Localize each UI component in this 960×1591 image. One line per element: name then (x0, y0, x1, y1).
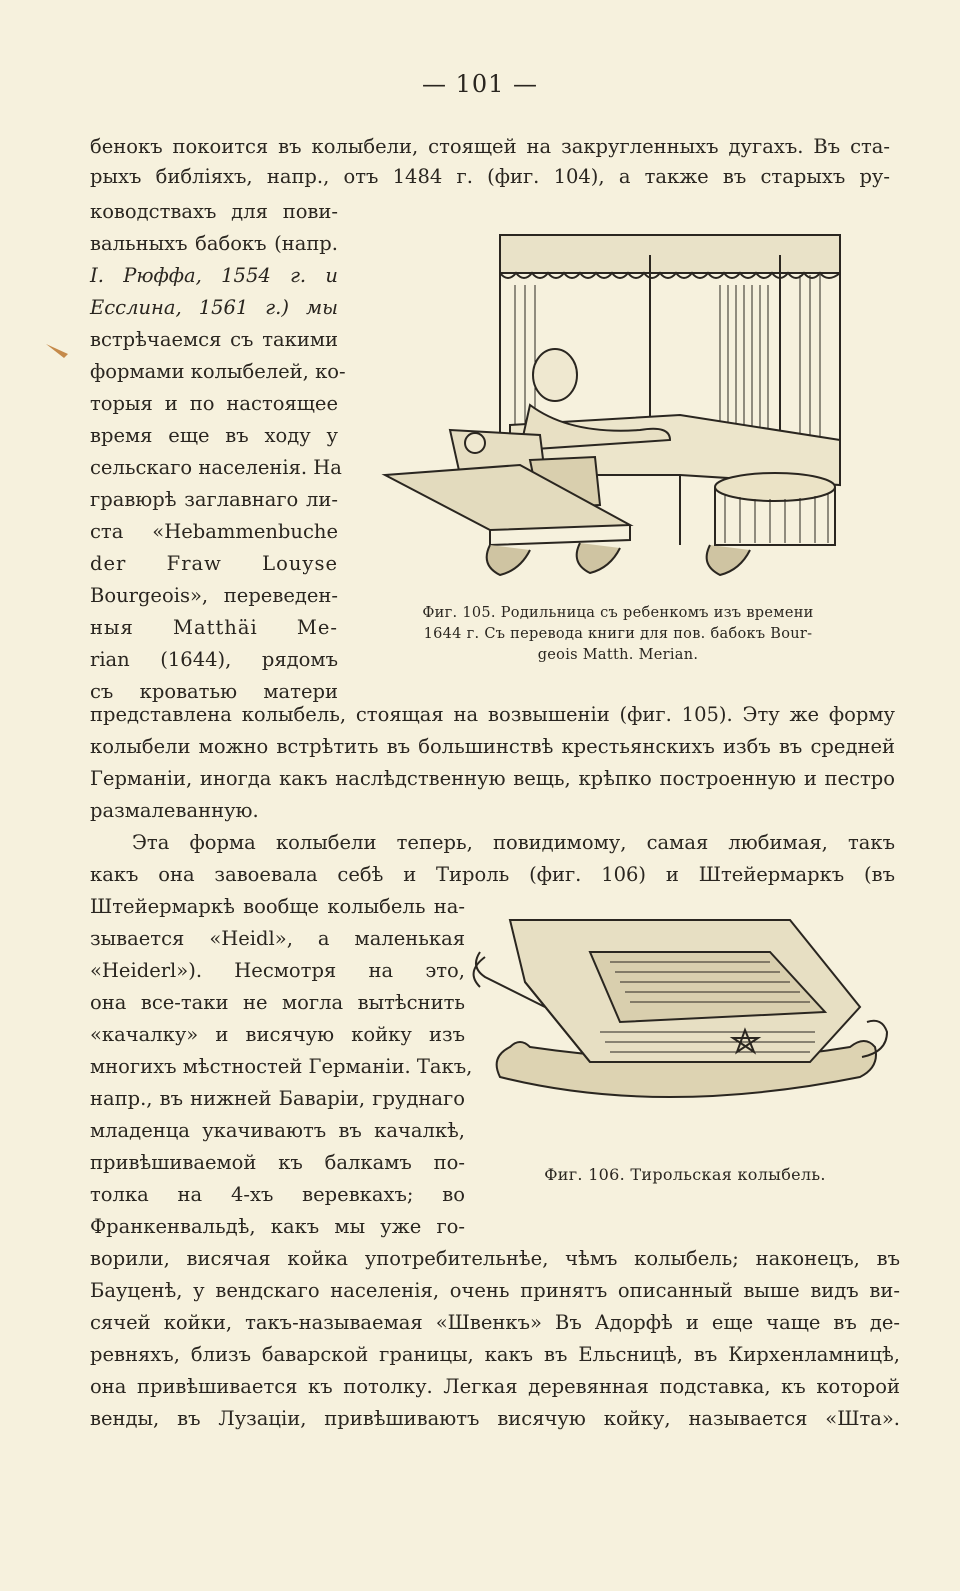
text-line: многихъ мѣстностей Германіи. Такъ, (90, 1055, 473, 1078)
text-line: толка на 4-хъ веревкахъ; во (90, 1183, 465, 1206)
text-line: ста «Hebammenbuche (90, 520, 338, 543)
text-line: формами колыбелей, ко- (90, 360, 346, 383)
text-line: привѣшиваемой къ балкамъ по- (90, 1151, 465, 1174)
text-line: размалеванную. (90, 799, 259, 822)
figure-105-caption-line: 1644 г. Съ перевода книги для пов. бабокъ Bour- (423, 626, 813, 642)
figure-105-caption-line: geois Matth. Merian. (537, 647, 699, 663)
text-line: представлена колыбель, стоящая на возвышеніи (фиг. 105). Эту же форму (90, 703, 895, 726)
text-line: вальныхъ бабокъ (напр. (90, 232, 338, 255)
text-line: какъ она завоевала себѣ и Тироль (фиг. 106) и Штейермаркъ (въ (90, 863, 895, 886)
text-line: съ кроватью матери (90, 680, 338, 703)
text-line: Bourgeois», переведен- (90, 584, 338, 607)
text-line: венды, въ Лузаціи, привѣшиваютъ висячую койку, называется «Шта». (90, 1407, 900, 1430)
text-line: зывается «Heidl», а маленькая (90, 927, 465, 950)
text-line: ководствахъ для пови- (90, 200, 338, 223)
text-line: напр., въ нижней Баваріи, груднаго (90, 1087, 465, 1110)
text-line: время еще въ ходу у (90, 424, 338, 447)
cradle-illustration (470, 912, 900, 1127)
figure-106-cradle-engraving (470, 912, 900, 1127)
text-line: сельскаго населенія. На (90, 456, 342, 479)
text-line: Франкенвальдѣ, какъ мы уже го- (90, 1215, 465, 1238)
bed-illustration (380, 225, 890, 590)
text-line: сячей койки, такъ-называемая «Швенкъ» Въ Адорфѣ и еще чаще въ де- (90, 1311, 900, 1334)
text-line: «Heiderl»). Несмотря на это, (90, 959, 465, 982)
text-line: der Fraw Louyse (90, 552, 338, 575)
figure-106-caption: Фиг. 106. Тирольская колыбель. (544, 1165, 826, 1184)
text-line: Германіи, иногда какъ наслѣдственную вещь, крѣпко построенную и пестро (90, 767, 895, 790)
text-line: бенокъ покоится въ колыбели, стоящей на закругленныхъ дугахъ. Въ ста- (90, 135, 890, 158)
text-line: Бауценѣ, у вендскаго населенія, очень принятъ описанный выше видъ ви- (90, 1279, 900, 1302)
text-line: колыбели можно встрѣтить въ большинствѣ крестьянскихъ избъ въ средней (90, 735, 895, 758)
text-line: рыхъ библіяхъ, напр., отъ 1484 г. (фиг. 104), а также въ старыхъ ру- (90, 165, 890, 188)
text-line: Есслина, 1561 г.) мы (90, 296, 338, 319)
text-line: Штейермаркѣ вообще колыбель на- (90, 895, 465, 918)
text-line: гравюрѣ заглавнаго ли- (90, 488, 338, 511)
figure-105-bed-engraving (380, 225, 890, 590)
text-line: младенца укачиваютъ въ качалкѣ, (90, 1119, 465, 1142)
text-line: она все-таки не могла вытѣснить (90, 991, 465, 1014)
text-line: «качалку» и висячую койку изъ (90, 1023, 465, 1046)
figure-105-caption-line: Фиг. 105. Родильница съ ребенкомъ изъ времени (422, 605, 814, 621)
text-line: ревняхъ, близъ баварской границы, какъ въ Ельсницѣ, въ Кирхенламницѣ, (90, 1343, 900, 1366)
text-line: rian (1644), рядомъ (90, 648, 338, 671)
text-line: I. Рюффа, 1554 г. и (90, 264, 338, 287)
page-number: — 101 — (421, 70, 539, 98)
text-line: встрѣчаемся съ такими (90, 328, 338, 351)
text-line: торыя и по настоящее (90, 392, 338, 415)
text-line: Эта форма колыбели теперь, повидимому, самая любимая, такъ (132, 831, 895, 854)
text-line: она привѣшивается къ потолку. Легкая деревянная подставка, къ которой (90, 1375, 900, 1398)
text-line: ныя Matthäi Me- (90, 616, 338, 639)
margin-mark-icon (46, 344, 68, 358)
text-line: ворили, висячая койка употребительнѣе, чѣмъ колыбель; наконецъ, въ (90, 1247, 900, 1270)
